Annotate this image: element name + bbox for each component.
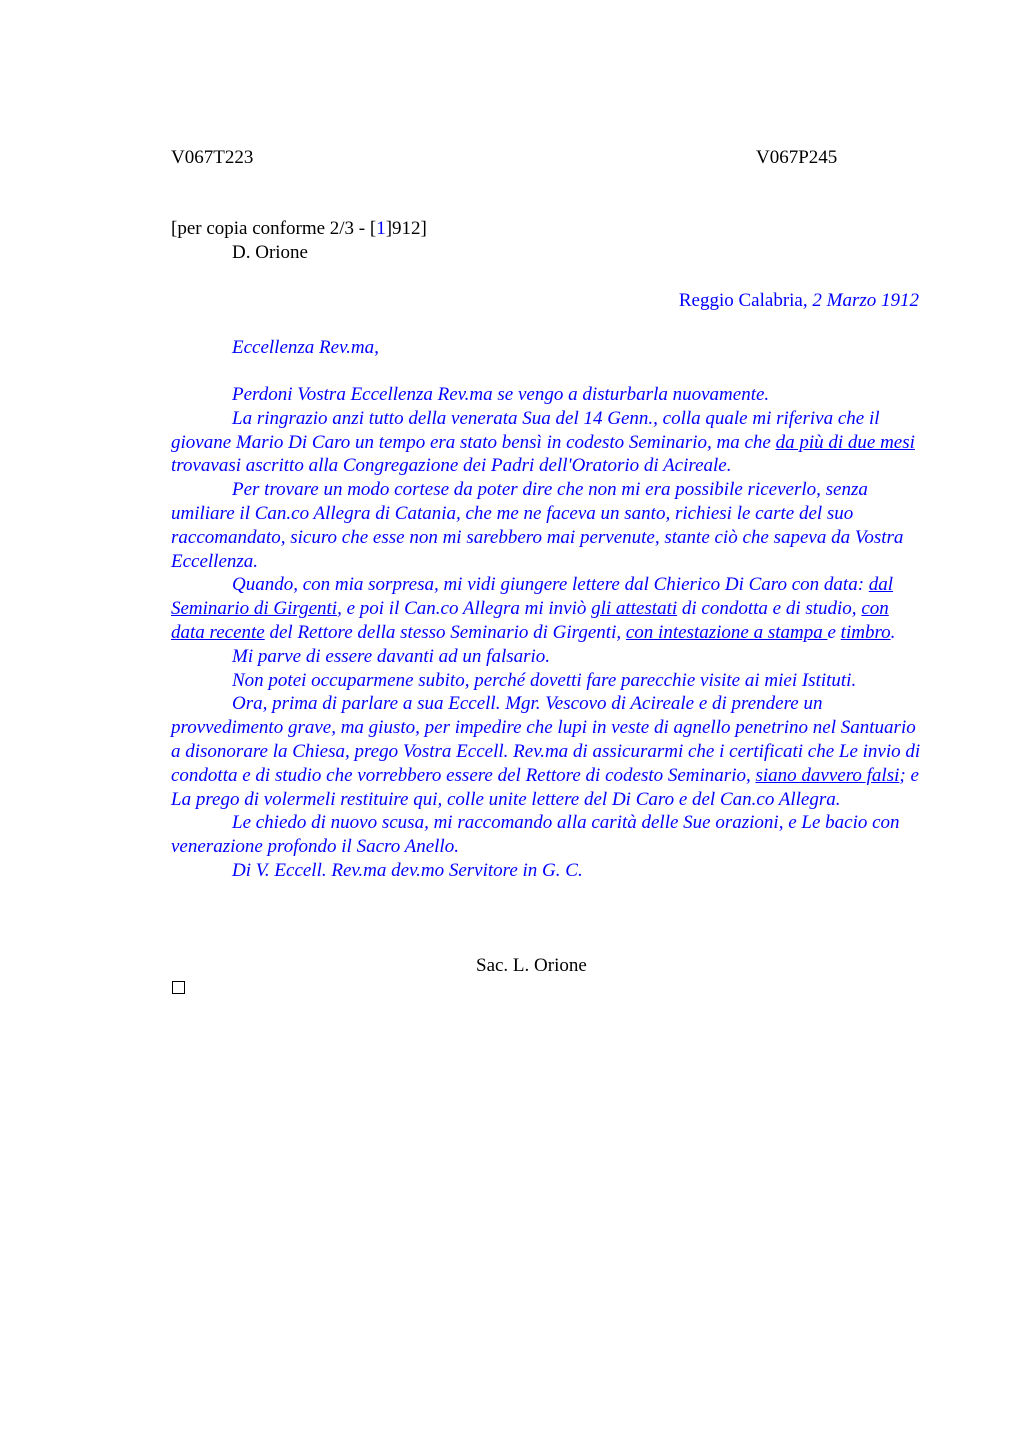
paragraph-5: Mi parve di essere davanti ad un falsario. <box>232 645 551 667</box>
paragraph-4-text-g: del Rettore della stesso Seminario di Girgenti, <box>264 621 626 643</box>
document-code-right: V067P245 <box>756 147 838 168</box>
paragraph-4-underlined-d: gli attestati <box>591 598 678 620</box>
paragraph-7-underlined: siano davvero falsi <box>755 764 900 786</box>
paragraph-4-text-e: di condotta e di studio, <box>677 598 862 620</box>
paragraph-4-text-c: , e poi il Can.co Allegra mi inviò <box>337 598 592 620</box>
copy-note-signature: D. Orione <box>232 242 308 263</box>
paragraph-2-text-c: trovavasi ascritto alla Congregazione dei Padri dell'Oratorio di Acireale. <box>171 455 732 477</box>
paragraph-4-underlined-j: timbro <box>840 621 891 643</box>
paragraph-2-underlined: da più di due mesi <box>775 431 915 453</box>
paragraph-4-underlined-h: con intestazione a stampa <box>625 621 828 643</box>
paragraph-4-text-i: e <box>827 621 841 643</box>
paragraph-8: Le chiedo di nuovo scusa, mi raccomando alla carità delle Sue orazioni, e Le bacio con venerazione profondo il Sacro Anello. <box>171 812 900 858</box>
paragraph-4-text-a: Quando, con mia sorpresa, mi vidi giungere lettere dal Chierico Di Caro con data: <box>232 574 869 596</box>
copy-note <box>171 217 427 241</box>
dateline-place: Reggio Calabria, <box>678 290 813 311</box>
paragraph-7-text-c: ; e La prego di volermeli restituire qui, colle unite lettere del Di Caro e del Can.co Allegra. <box>171 764 919 810</box>
paragraph-2-text-a: La ringrazio anzi tutto della venerata Sua del 14 Genn., colla quale mi riferiva che il giovane Mario Di Caro un tempo era stato bensì in codesto Seminario, ma che <box>171 407 880 453</box>
letter-body <box>171 383 923 883</box>
paragraph-2 <box>171 407 923 478</box>
dateline <box>679 289 919 313</box>
dateline-date: 2 Marzo 1912 <box>812 290 919 311</box>
closing-signature: Sac. L. Orione <box>476 955 587 976</box>
copy-note-digit: 1 <box>376 218 386 239</box>
paragraph-4-text-k: . <box>890 621 896 643</box>
document-code-left: V067T223 <box>171 147 254 168</box>
square-box-icon <box>172 981 185 994</box>
paragraph-6: Non potei occuparmene subito, perché dovetti fare parecchie visite ai miei Istituti. <box>232 669 857 691</box>
paragraph-7 <box>171 692 923 811</box>
paragraph-4-underlined-f: con data recente <box>171 598 889 643</box>
paragraph-3: Per trovare un modo cortese da poter dire che non mi era possibile riceverlo, senza umiliare il Can.co Allegra di Catania, che me ne faceva un santo, richiesi le carte del suo raccomandato, sicuro che esse non mi sarebbero mai pervenute, stante ciò che sapeva da Vostra Eccellenza. <box>171 479 904 572</box>
paragraph-4-underlined-b: dal Seminario di Girgenti <box>171 574 894 620</box>
paragraph-4 <box>171 573 923 644</box>
salutation: Eccellenza Rev.ma, <box>232 337 379 358</box>
paragraph-1: Perdoni Vostra Eccellenza Rev.ma se vengo a disturbarla nuovamente. <box>232 384 770 405</box>
paragraph-7-text-a: Ora, prima di parlare a sua Eccell. Mgr. Vescovo di Acireale e di prendere un provvedimento grave, ma giusto, per impedire che lupi in veste di agnello penetrino nel Santuario a disonorare la Chiesa, prego Vostra Eccell. Rev.ma di assicurarmi che i certificati che Le invio di condotta e di studio che vorrebbero essere del Rettore di codesto Seminario, <box>171 693 921 786</box>
copy-note-suffix: ]912] <box>385 218 427 239</box>
paragraph-9: Di V. Eccell. Rev.ma dev.mo Servitore in G. C. <box>232 859 583 881</box>
copy-note-prefix: [per copia conforme 2/3 - [ <box>171 218 377 239</box>
